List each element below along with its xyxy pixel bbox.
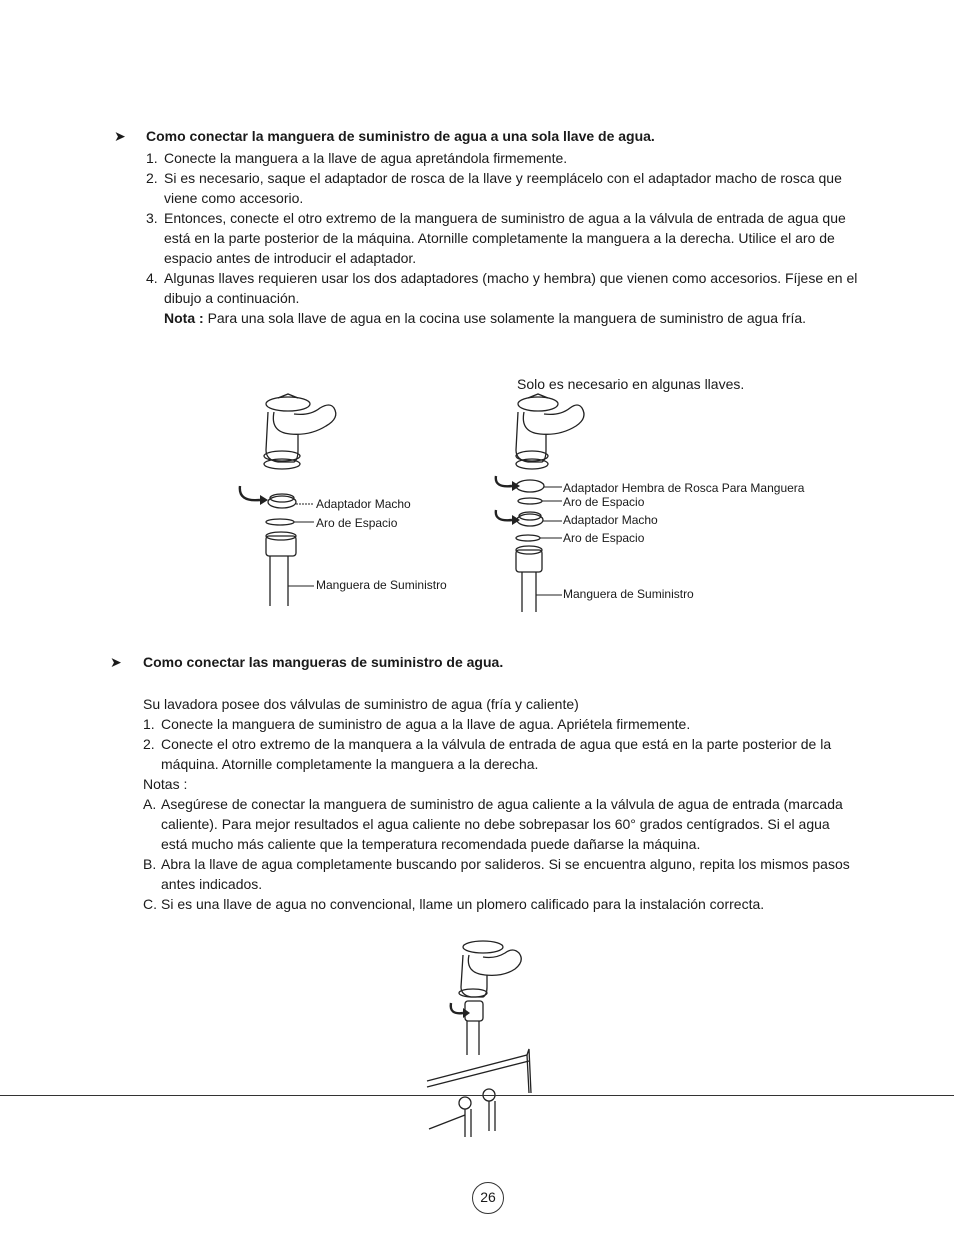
notes-label: Notas : [143, 776, 188, 792]
note-text: Para una sola llave de agua en la cocina use solamente la manguera de suministro de agua fría. [207, 310, 807, 326]
page-number: 26 [472, 1182, 504, 1214]
list-item: 3. Entonces, conecte el otro extremo de la manguera de suministro de agua a la válvula de entrada de agua que está en la parte posterior de la máquina. Atornille completamente la manguera a la derecha. Utilice el aro de espacio antes de introducir el adaptador. [146, 210, 846, 266]
divider-line [0, 1095, 954, 1096]
label-supply-hose: Manguera de Suministro [316, 578, 447, 592]
label-spacer-ring-1: Aro de Espacio [563, 495, 645, 509]
faucet-male-adapter-diagram [230, 390, 330, 610]
label-female-adapter: Adaptador Hembra de Rosca Para Manguera [563, 481, 805, 495]
note-label: Nota : [164, 310, 204, 326]
note [146, 308, 876, 328]
label-male-adapter-right: Adaptador Macho [563, 513, 658, 527]
bullet-arrow-icon: ➤ [110, 654, 122, 670]
faucet-to-machine-diagram [425, 935, 540, 1140]
list-item: 2. Si es necesario, saque el adaptador de rosca de la llave y reemplácelo con el adaptador macho de rosca que viene como accesorio. [146, 170, 842, 206]
list-item: B. Abra la llave de agua completamente buscando por salideros. Si se encuentra alguno, repita los mismos pasos antes indicados. [143, 856, 850, 892]
diagram-caption: Solo es necesario en algunas llaves. [517, 376, 745, 392]
section1-steps [146, 148, 876, 328]
label-supply-hose-right: Manguera de Suministro [563, 587, 694, 601]
list-item: 4. Algunas llaves requieren usar los dos adaptadores (macho y hembra) que vienen como accesorios. Fíjese en el dibujo a continuación. [146, 270, 858, 306]
section2-body [143, 694, 859, 914]
label-male-adapter: Adaptador Macho [316, 497, 411, 511]
label-spacer-ring-2: Aro de Espacio [563, 531, 645, 545]
section1-heading: Como conectar la manguera de suministro de agua a una sola llave de agua. [146, 128, 655, 144]
section2-heading: Como conectar las mangueras de suministro de agua. [143, 654, 504, 670]
list-item: 1. Conecte la manguera a la llave de agua apretándola firmemente. [146, 150, 568, 166]
list-item: 1. Conecte la manguera de suministro de agua a la llave de agua. Apriétela firmemente. [143, 716, 691, 732]
section2-intro: Su lavadora posee dos válvulas de suministro de agua (fría y caliente) [143, 696, 579, 712]
list-item: A. Asegúrese de conectar la manguera de suministro de agua caliente a la válvula de agua de entrada (marcada caliente). Para mejor resultados el agua caliente no debe sobrepasar los 60° grados centígrados. Si el agua está mucho más caliente que la temperatura recomendada puede dañarse la máquina. [143, 796, 843, 852]
list-item: C. Si es una llave de agua no convencional, llame un plomero calificado para la instalación correcta. [143, 896, 765, 912]
bullet-arrow-icon: ➤ [114, 128, 126, 144]
faucet-female-adapter-diagram [490, 390, 570, 615]
label-spacer-ring: Aro de Espacio [316, 516, 398, 530]
list-item: 2. Conecte el otro extremo de la manquera a la válvula de entrada de agua que está en la parte posterior de la máquina. Atornille completamente la manguera a la derecha. [143, 736, 832, 772]
